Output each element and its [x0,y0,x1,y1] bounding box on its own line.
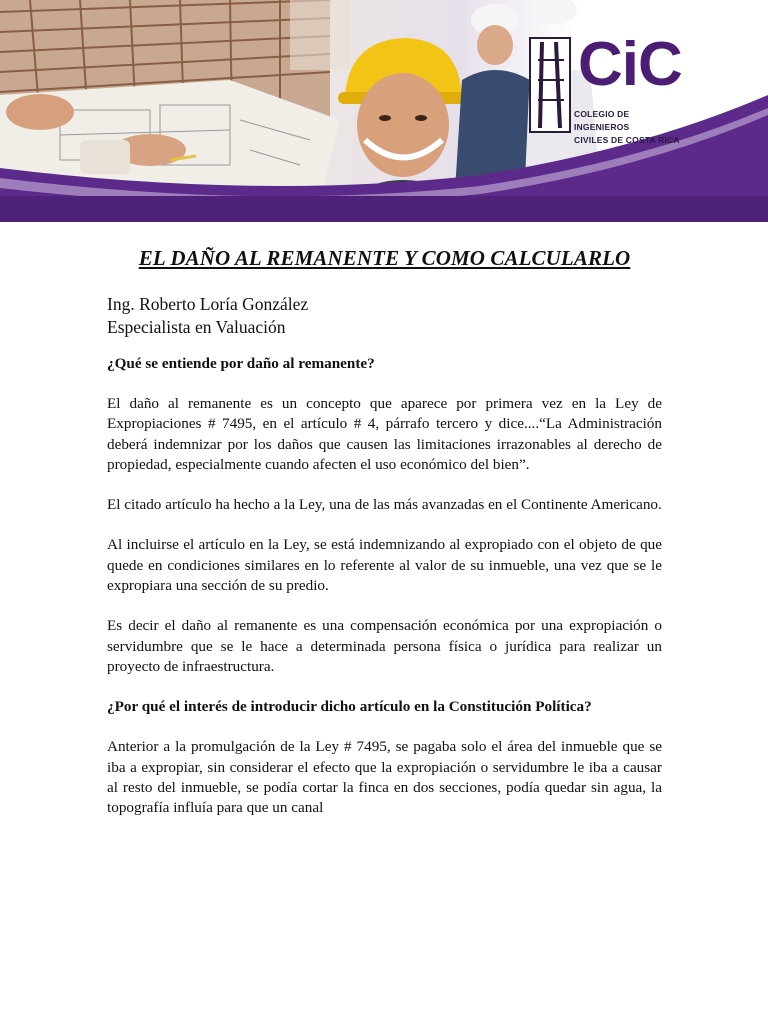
cic-logo-mark [530,38,570,132]
header-banner [0,0,768,222]
paragraph: Es decir el daño al remanente es una compensación económica por una expropiación o servidumbre que se le hace a determinada persona física o jurídica para realizar un proyecto de infraestructura. [107,617,662,675]
logo-subtitle-line: CIVILES DE COSTA RICA [574,135,680,145]
document-title: EL DAÑO AL REMANENTE Y COMO CALCULARLO [138,246,631,270]
question-heading: ¿Qué se entiende por daño al remanente? [107,355,375,372]
document-body [107,246,662,818]
paragraph: El citado artículo ha hecho a la Ley, una de las más avanzadas en el Continente Americano. [107,496,662,514]
logo-text: CiC [578,30,682,99]
author-role: Especialista en Valuación [107,317,286,337]
logo-subtitle-line: COLEGIO DE INGENIEROS [574,109,630,132]
question-heading: ¿Por qué el interés de introducir dicho artículo en la Constitución Política? [107,698,592,716]
logo-subtitle [574,108,684,147]
author-name: Ing. Roberto Loría González [107,294,309,314]
paragraph: El daño al remanente es un concepto que aparece por primera vez en la Ley de Expropiaciones # 7495, en el artículo # 4, párrafo tercero y dice....“La Administración deberá indemnizar por los daños que causen las limitaciones irrazonables al derecho de propiedad, especialmente cuando afecten el uso económico del bien”. [107,395,662,473]
author-block [107,293,662,339]
paragraph: Anterior a la promulgación de la Ley # 7495, se pagaba solo el área del inmueble que se iba a expropiar, sin considerar el efecto que la expropiación o servidumbre le iba a causar al resto del inmueble, se podía cortar la finca en dos secciones, podía quedar sin agua, la topografía influía para que un canal [107,738,662,817]
paragraph: Al incluirse el artículo en la Ley, se está indemnizando al expropiado con el objeto de que quede en condiciones similares en lo referente al valor de su inmueble, una vez que se le expropiara una sección de su predio. [107,536,662,595]
